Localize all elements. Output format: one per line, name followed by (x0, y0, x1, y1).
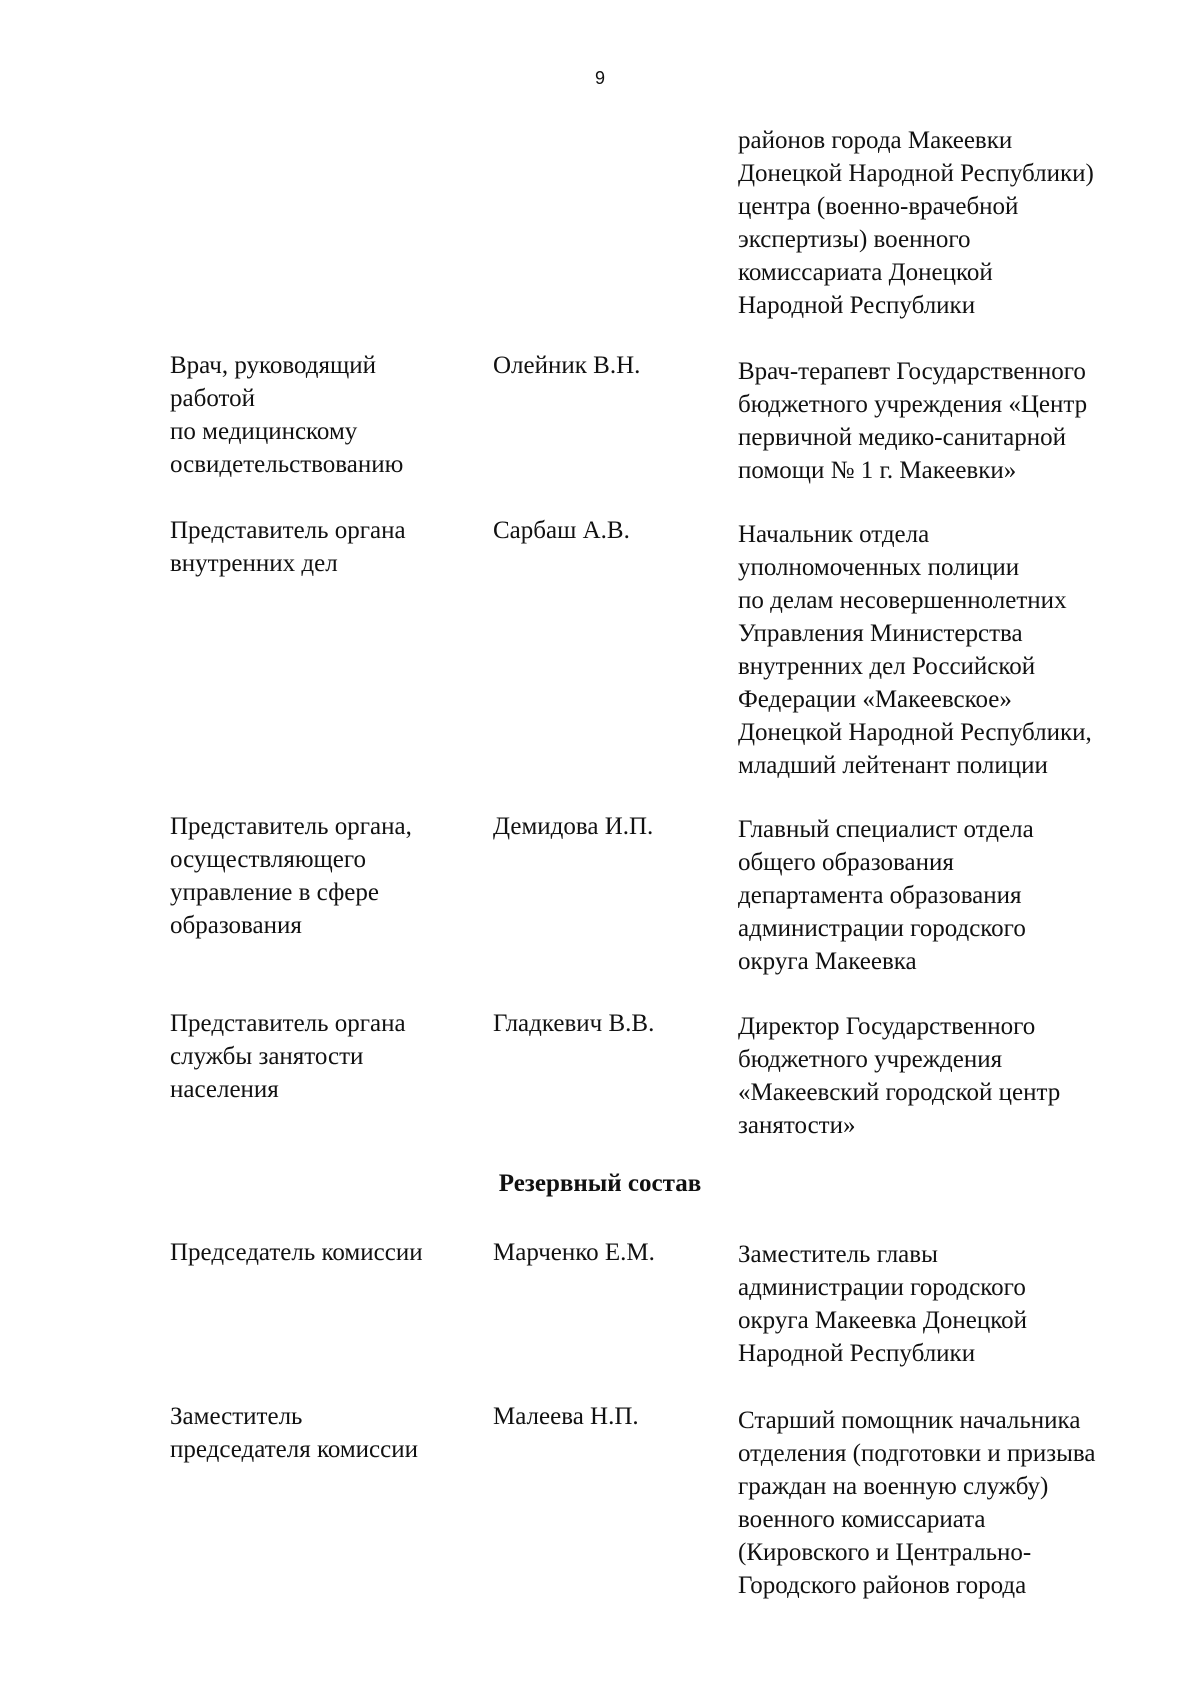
text-line: Управления Министерства (738, 620, 1023, 647)
member-role (170, 514, 470, 580)
text-line: Городского районов города (738, 1572, 1027, 1599)
member-role (170, 810, 470, 942)
member-name: Сарбаш А.В. (493, 517, 630, 544)
text-line: службы занятости (170, 1043, 364, 1070)
text-line: бюджетного учреждения «Центр (738, 391, 1088, 418)
member-name: Марченко Е.М. (493, 1239, 655, 1266)
text-line: первичной медико-санитарной (738, 424, 1066, 451)
member-position (738, 1010, 1178, 1142)
page-number: 9 (594, 68, 605, 88)
text-line: уполномоченных полиции (738, 554, 1020, 581)
text-line: округа Макеевка Донецкой (738, 1307, 1028, 1334)
text-line: Заместитель (170, 1403, 303, 1430)
continuation-text (738, 124, 1178, 322)
member-name: Малеева Н.П. (493, 1403, 639, 1430)
text-line: занятости» (738, 1112, 856, 1139)
member-role (170, 349, 470, 481)
text-line: Донецкой Народной Республики) (738, 160, 1094, 187)
text-line: отделения (подготовки и призыва (738, 1440, 1096, 1467)
text-line: граждан на военную службу) (738, 1473, 1049, 1500)
text-line: Директор Государственного (738, 1013, 1036, 1040)
text-line: районов города Макеевки (738, 127, 1013, 154)
member-position (738, 1238, 1178, 1370)
member-name: Гладкевич В.В. (493, 1010, 655, 1037)
member-name: Демидова И.П. (493, 813, 654, 840)
text-line: Донецкой Народной Республики, (738, 719, 1092, 746)
member-position (738, 355, 1178, 487)
text-line: Председатель комиссии (170, 1239, 423, 1266)
text-line: экспертизы) военного (738, 226, 971, 253)
text-line: младший лейтенант полиции (738, 752, 1048, 779)
text-line: Федерации «Макеевское» (738, 686, 1012, 713)
text-line: Народной Республики (738, 1340, 976, 1367)
text-line: по делам несовершеннолетних (738, 587, 1067, 614)
text-line: бюджетного учреждения (738, 1046, 1003, 1073)
text-line: Врач-терапевт Государственного (738, 358, 1086, 385)
text-line: внутренних дел (170, 550, 338, 577)
text-line: образования (170, 912, 302, 939)
member-position (738, 518, 1178, 782)
text-line: Заместитель главы (738, 1241, 938, 1268)
text-line: по медицинскому (170, 418, 358, 445)
text-line: населения (170, 1076, 279, 1103)
text-line: Народной Республики (738, 292, 976, 319)
text-line: освидетельствованию (170, 451, 404, 478)
text-line: администрации городского (738, 1274, 1026, 1301)
text-line: центра (военно-врачебной (738, 193, 1019, 220)
member-role (170, 1007, 470, 1106)
text-line: работой (170, 385, 255, 412)
text-line: Представитель органа, (170, 813, 412, 840)
text-line: Представитель органа (170, 1010, 406, 1037)
text-line: Врач, руководящий (170, 352, 377, 379)
text-line: комиссариата Донецкой (738, 259, 993, 286)
text-line: внутренних дел Российской (738, 653, 1036, 680)
text-line: администрации городского (738, 915, 1026, 942)
text-line: «Макеевский городской центр (738, 1079, 1061, 1106)
text-line: (Кировского и Центрально- (738, 1539, 1032, 1566)
text-line: военного комиссариата (738, 1506, 986, 1533)
text-line: Главный специалист отдела (738, 816, 1034, 843)
text-line: управление в сфере (170, 879, 379, 906)
text-line: помощи № 1 г. Макеевки» (738, 457, 1017, 484)
reserve-heading: Резервный состав (498, 1170, 702, 1197)
text-line: Начальник отдела (738, 521, 930, 548)
member-position (738, 813, 1178, 978)
text-line: председателя комиссии (170, 1436, 418, 1463)
text-line: общего образования (738, 849, 954, 876)
member-role (170, 1236, 470, 1269)
member-role (170, 1400, 470, 1466)
member-name: Олейник В.Н. (493, 352, 641, 379)
text-line: округа Макеевка (738, 948, 917, 975)
text-line: осуществляющего (170, 846, 366, 873)
text-line: Старший помощник начальника (738, 1407, 1081, 1434)
text-line: департамента образования (738, 882, 1022, 909)
text-line: Представитель органа (170, 517, 406, 544)
member-position (738, 1404, 1178, 1602)
